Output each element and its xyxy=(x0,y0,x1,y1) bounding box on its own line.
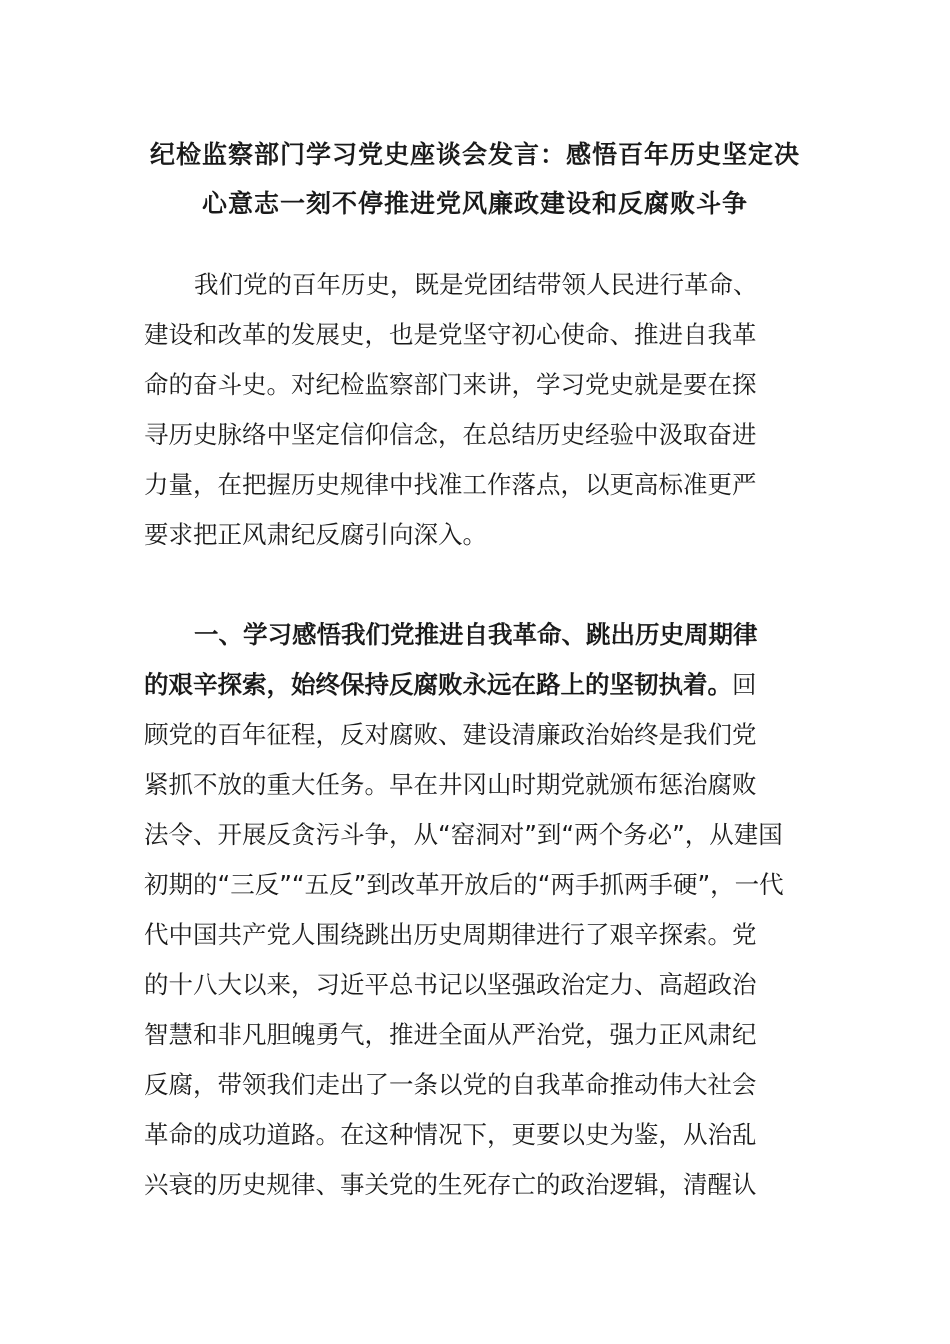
section-heading-line-mixed xyxy=(144,660,794,710)
paragraph-line: 反腐，带领我们走出了一条以党的自我革命推动伟大社会 xyxy=(144,1070,757,1099)
document-title xyxy=(140,130,810,228)
section-heading-line: 一、学习感悟我们党推进自我革命、跳出历史周期律 xyxy=(194,620,758,649)
paragraph-line: 建设和改革的发展史，也是党坚守初心使命、推进自我革 xyxy=(144,320,757,349)
paragraph-section-one xyxy=(144,610,794,1210)
paragraph-line: 初期的“三反”“五反”到改革开放后的“两手抓两手硬”，一代 xyxy=(144,870,784,899)
section-heading-text: 的艰辛探索，始终保持反腐败永远在路上的坚韧执着。 xyxy=(144,670,732,699)
paragraph-spacer xyxy=(144,560,794,610)
paragraph-line: 我们党的百年历史，既是党团结带领人民进行革命、 xyxy=(194,270,758,299)
paragraph-line: 紧抓不放的重大任务。早在井冈山时期党就颁布惩治腐败 xyxy=(144,770,757,799)
paragraph-text: 回 xyxy=(732,670,757,699)
paragraph-line: 的十八大以来，习近平总书记以坚强政治定力、高超政治 xyxy=(144,970,757,999)
paragraph-line: 革命的成功道路。在这种情况下，更要以史为鉴，从治乱 xyxy=(144,1120,757,1149)
document-body xyxy=(144,260,794,1210)
paragraph-line: 兴衰的历史规律、事关党的生死存亡的政治逻辑，清醒认 xyxy=(144,1170,757,1199)
paragraph-line: 要求把正风肃纪反腐引向深入。 xyxy=(144,520,487,549)
paragraph-line: 力量，在把握历史规律中找准工作落点，以更高标准更严 xyxy=(144,470,757,499)
title-line: 纪检监察部门学习党史座谈会发言：感悟百年历史坚定决 xyxy=(149,140,800,169)
paragraph-line: 法令、开展反贪污斗争，从“窑洞对”到“两个务必”，从建国 xyxy=(144,820,783,849)
paragraph-line: 顾党的百年征程，反对腐败、建设清廉政治始终是我们党 xyxy=(144,720,757,749)
title-line: 心意志一刻不停推进党风廉政建设和反腐败斗争 xyxy=(201,189,748,218)
paragraph-line: 命的奋斗史。对纪检监察部门来讲，学习党史就是要在探 xyxy=(144,370,757,399)
paragraph-intro xyxy=(144,260,794,560)
paragraph-line: 智慧和非凡胆魄勇气，推进全面从严治党，强力正风肃纪 xyxy=(144,1020,757,1049)
paragraph-line: 寻历史脉络中坚定信仰信念，在总结历史经验中汲取奋进 xyxy=(144,420,757,449)
paragraph-line: 代中国共产党人围绕跳出历史周期律进行了艰辛探索。党 xyxy=(144,920,757,949)
